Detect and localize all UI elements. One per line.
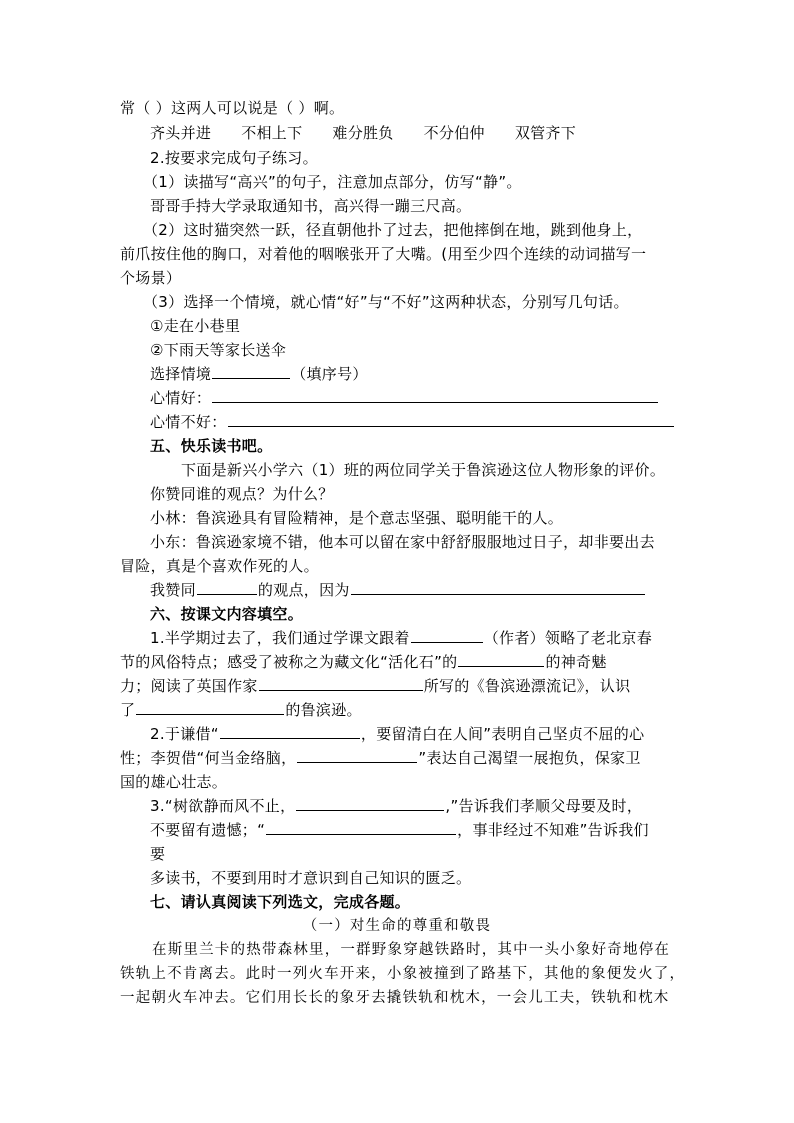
fill-blank[interactable] <box>458 650 544 667</box>
opinion-xiaodong: 冒险，真是个喜欢作死的人。 <box>120 557 319 575</box>
proverb-blank[interactable] <box>296 794 444 811</box>
fill-text: 力；阅读了英国作家 <box>120 677 258 695</box>
agree-prefix: 我赞同 <box>150 581 196 599</box>
bad-mood-line <box>150 410 675 434</box>
fill-line <box>120 746 641 770</box>
fill-line <box>150 626 652 650</box>
fill-text: 了 <box>120 701 136 719</box>
poem-blank[interactable] <box>297 746 417 763</box>
fill-text: 性；李贺借“何当金络脑， <box>120 749 297 767</box>
fill-text: ”表达自己渴望一展抱负，保家卫 <box>418 749 641 767</box>
good-mood-blank[interactable] <box>212 386 658 403</box>
agree-blank[interactable] <box>197 578 257 595</box>
opinion-xiaodong: 小东：鲁滨逊家境不错，他本可以留在家中舒舒服服地过日子，却非要出去 <box>150 533 655 551</box>
passage-line: 铁轨上不肯离去。此时一列火车开来，小象被撞到了路基下，其他的象便发火了， <box>120 966 686 982</box>
good-mood-label: 心情好： <box>150 389 212 407</box>
fill-text: ，要留清白在人间”表明自己坚贞不屈的心 <box>360 725 645 743</box>
fill-text: 的鲁滨逊。 <box>285 701 362 719</box>
example-sentence: 哥哥手持大学录取通知书，高兴得一蹦三尺高。 <box>150 197 472 215</box>
word-choices <box>150 121 576 145</box>
question-title: 2.按要求完成句子练习。 <box>150 149 318 167</box>
section-heading: 六、按课文内容填空。 <box>150 605 304 623</box>
choose-scene-line <box>150 362 368 386</box>
passage-line: 一起朝火车冲去。它们用长长的象牙去撬铁轨和枕木，一会儿工夫，铁轨和枕木 <box>120 990 670 1006</box>
opinion-xiaolin: 小林：鲁滨逊具有冒险精神，是个意志坚强、聪明能干的人。 <box>150 509 564 527</box>
scene-option: ①走在小巷里 <box>150 317 241 335</box>
question-item: （2）这时猫突然一跃，径直朝他扑了过去，把他摔倒在地，跳到他身上， <box>143 221 643 239</box>
fill-line <box>120 650 607 674</box>
question-item: （3）选择一个情境，就心情“好”与“不好”这两种状态，分别写几句话。 <box>143 293 629 311</box>
scene-option: ②下雨天等家长送伞 <box>150 341 287 359</box>
fill-line <box>150 818 649 842</box>
fill-blank[interactable] <box>136 698 284 715</box>
sentence-line: 常（ ）这两人可以说是（ ）啊。 <box>120 99 345 117</box>
fill-line: 多读书，不要到用时才意识到自己知识的匮乏。 <box>150 869 472 887</box>
fill-text: 3.“树欲静而风不止， <box>150 797 296 815</box>
choose-label: 选择情境 <box>150 365 212 383</box>
fill-text: 1.半学期过去了，我们通过学课文跟着 <box>150 629 410 647</box>
agree-mid: 的观点，因为 <box>257 581 350 599</box>
agree-line <box>150 578 646 602</box>
choice-word: 难分胜负 <box>332 124 394 142</box>
choice-word: 齐头并进 <box>150 124 212 142</box>
fill-line: 国的雄心壮志。 <box>120 773 228 791</box>
author-blank[interactable] <box>411 626 483 643</box>
choice-word: 不相上下 <box>241 124 303 142</box>
choice-word: 不分伯仲 <box>423 124 485 142</box>
writer-blank[interactable] <box>259 674 423 691</box>
poem-blank[interactable] <box>220 722 360 739</box>
fill-text: ,”告诉我们孝顺父母要及时， <box>445 797 643 815</box>
fill-line <box>150 794 642 818</box>
passage-title: （一）对生命的尊重和敬畏 <box>302 918 492 934</box>
scene-blank[interactable] <box>212 362 290 379</box>
section-heading: 七、请认真阅读下列选文，完成各题。 <box>150 893 411 911</box>
reason-blank[interactable] <box>351 578 645 595</box>
fill-text: ，事非经过不知难”告诉我们 <box>457 821 649 839</box>
question-item: （1）读描写“高兴”的句子，注意加点部分，仿写“静”。 <box>143 173 522 191</box>
fill-text: 不要留有遗憾；“ <box>150 821 266 839</box>
fill-text: 所写的《鲁滨逊漂流记》，认识 <box>423 677 631 695</box>
fill-line <box>120 674 630 698</box>
fill-line: 要 <box>150 845 166 863</box>
good-mood-line <box>150 386 659 410</box>
fill-text: 的神奇魅 <box>545 653 607 671</box>
fill-text: 2.于谦借“ <box>150 725 219 743</box>
paragraph-line: 你赞同谁的观点？为什么？ <box>150 485 334 503</box>
question-item: 个场景） <box>120 269 182 287</box>
fill-text: 节的风俗特点；感受了被称之为藏文化“活化石”的 <box>120 653 458 671</box>
question-item: 前爪按住他的胸口，对着他的咽喉张开了大嘴。(用至少四个连续的动词描写一 <box>120 245 647 263</box>
paragraph-line: 下面是新兴小学六（1）班的两位同学关于鲁滨逊这位人物形象的评价。 <box>181 461 666 479</box>
fill-text: （作者）领略了老北京春 <box>483 629 653 647</box>
fill-line <box>150 722 644 746</box>
passage-line: 在斯里兰卡的热带森林里，一群野象穿越铁路时，其中一头小象好奇地停在 <box>152 942 671 958</box>
section-heading: 五、快乐读书吧。 <box>150 437 273 455</box>
bad-mood-blank[interactable] <box>228 410 674 427</box>
proverb-blank[interactable] <box>266 818 456 835</box>
choose-suffix: （填序号） <box>291 365 368 383</box>
fill-line <box>120 698 362 722</box>
bad-mood-label: 心情不好： <box>150 413 227 431</box>
choice-word: 双管齐下 <box>514 124 577 142</box>
